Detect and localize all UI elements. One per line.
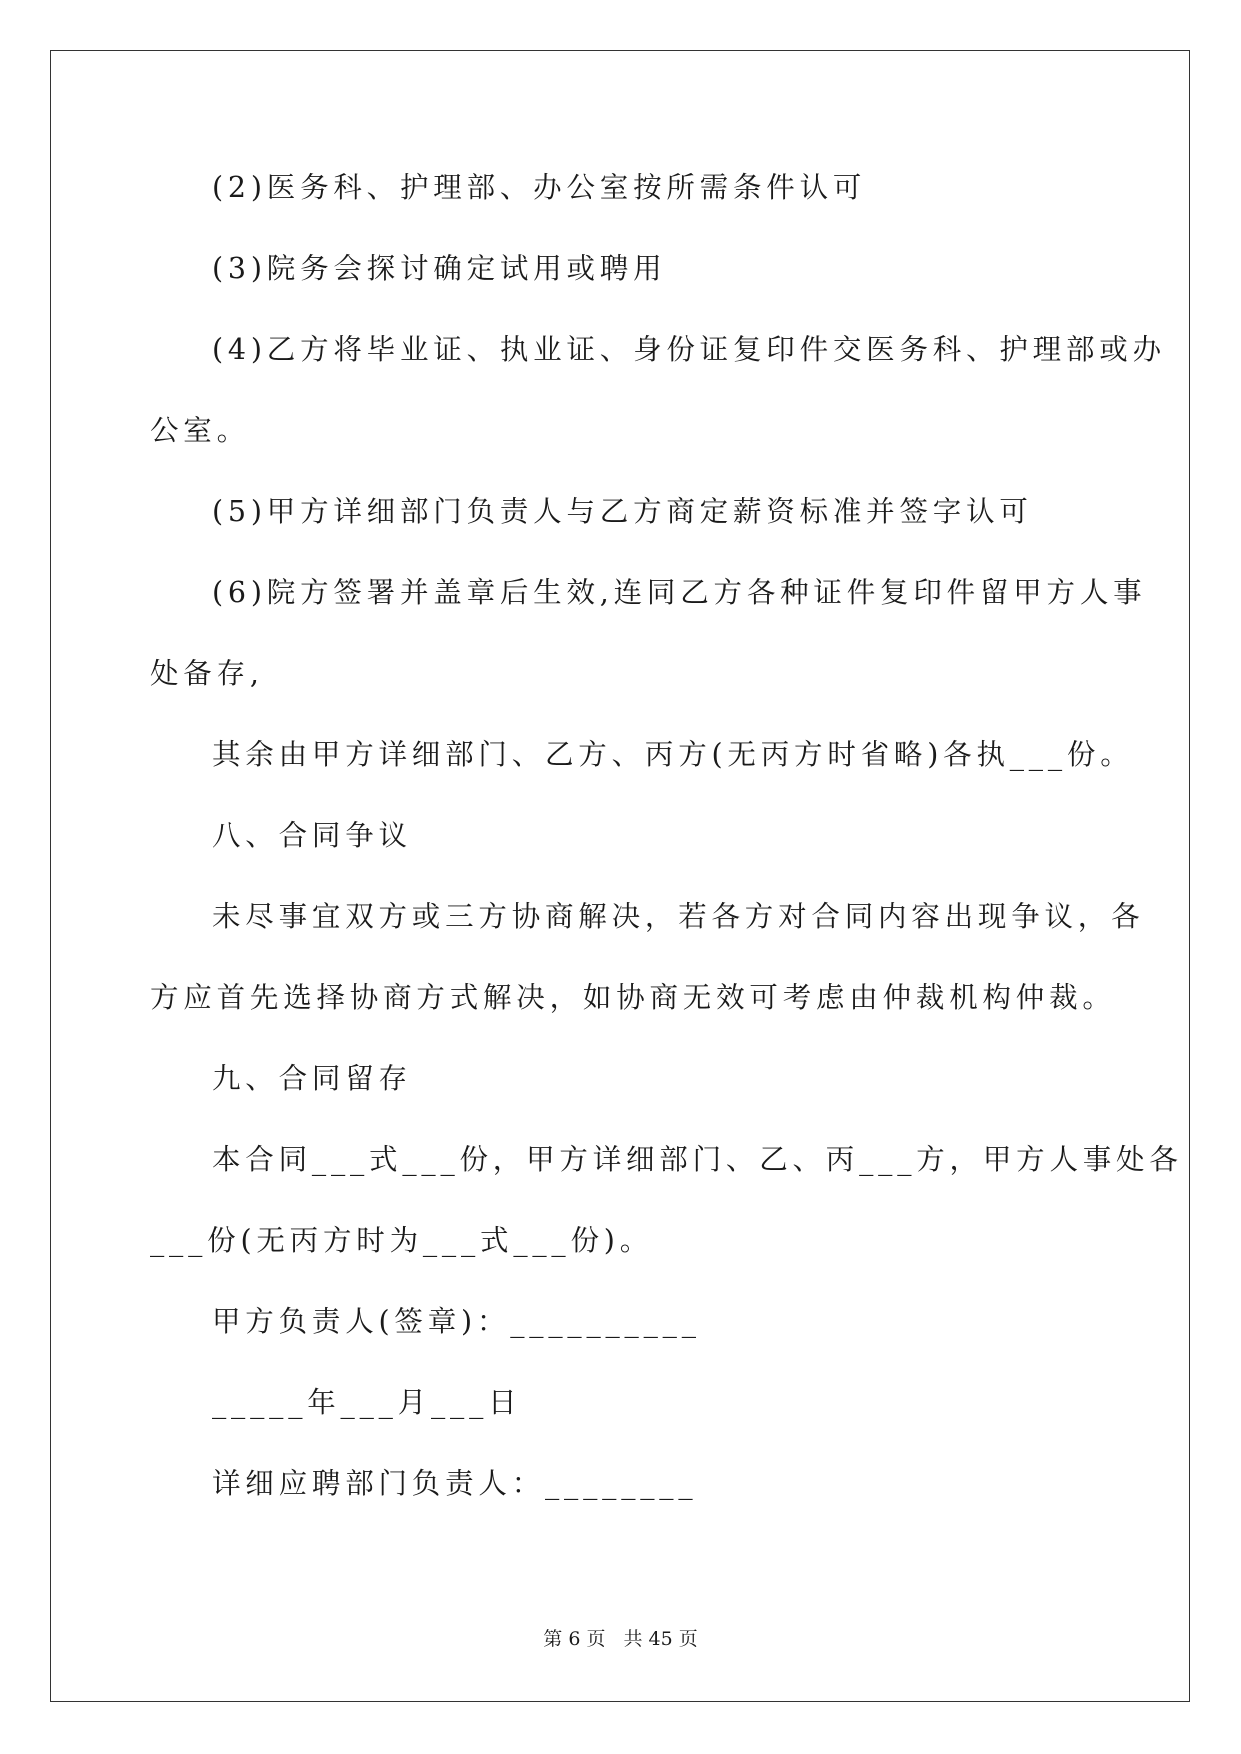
signature-department-head: 详细应聘部门负责人：________ [212, 1467, 698, 1500]
line-dispute-continued: 方应首先选择协商方式解决，如协商无效可考虑由仲裁机构仲裁。 [150, 981, 1116, 1014]
line-retention-continued: ___份(无丙方时为___式___份)。 [150, 1224, 653, 1257]
line-item-4-continued: 公室。 [150, 414, 250, 447]
line-item-2-approval: (2)医务科、护理部、办公室按所需条件认可 [212, 171, 867, 204]
line-retention-text: 本合同___式___份，甲方详细部门、乙、丙___方，甲方人事处各 [212, 1143, 1183, 1176]
section-heading-dispute: 八、合同争议 [212, 819, 412, 852]
line-item-4-documents: (4)乙方将毕业证、执业证、身份证复印件交医务科、护理部或办 [212, 333, 1166, 366]
line-dispute-text: 未尽事宜双方或三方协商解决，若各方对合同内容出现争议，各 [212, 900, 1145, 933]
signature-party-a: 甲方负责人(签章)：__________ [212, 1305, 701, 1338]
line-item-5-salary: (5)甲方详细部门负责人与乙方商定薪资标准并签字认可 [212, 495, 1033, 528]
current-page-number: 第 6 页 [543, 1628, 606, 1650]
line-item-6-continued: 处备存, [150, 657, 264, 690]
line-item-3-decision: (3)院务会探讨确定试用或聘用 [212, 252, 667, 285]
line-copies-held: 其余由甲方详细部门、乙方、丙方(无丙方时省略)各执___份。 [212, 738, 1134, 771]
section-heading-retention: 九、合同留存 [212, 1062, 412, 1095]
line-item-6-effective: (6)院方签署并盖章后生效,连同乙方各种证件复印件留甲方人事 [212, 576, 1147, 609]
date-line: _____年___月___日 [212, 1386, 522, 1419]
page-footer [0, 1627, 1241, 1651]
total-pages: 共 45 页 [623, 1628, 698, 1650]
document-body [150, 170, 1183, 1547]
